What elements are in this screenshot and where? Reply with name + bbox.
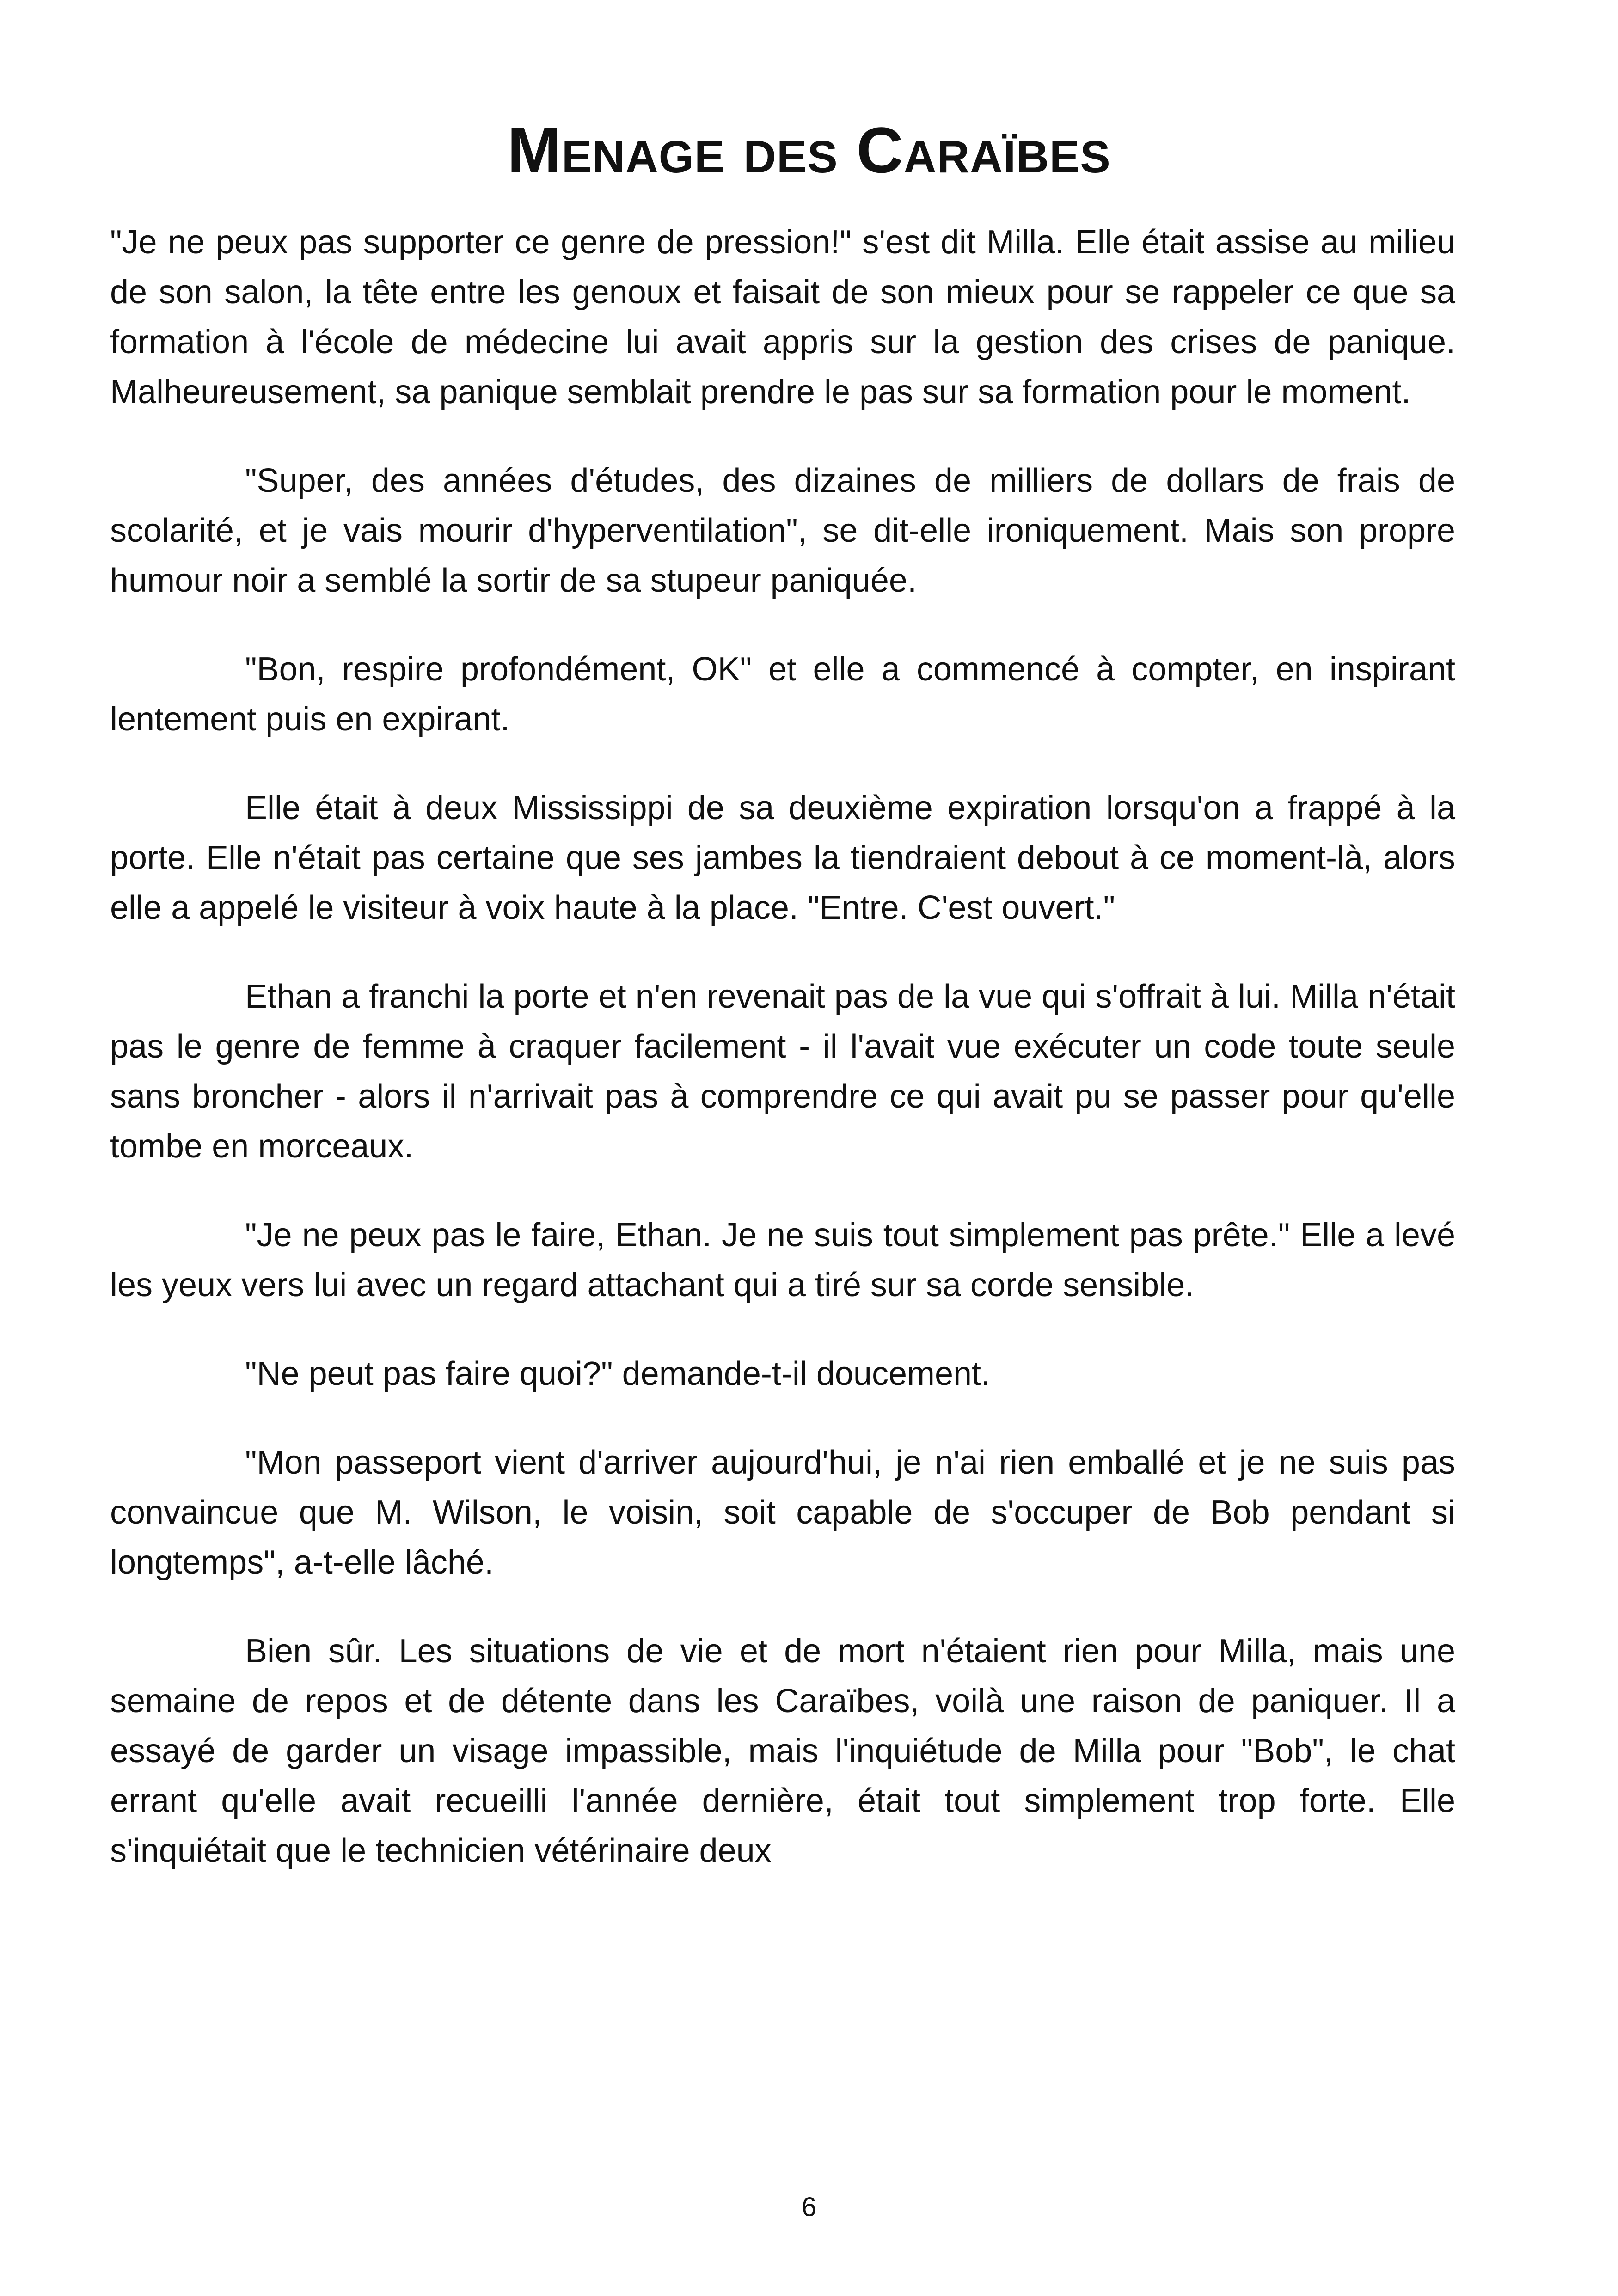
paragraph: "Je ne peux pas supporter ce genre de pression!" s'est dit Milla. Elle était assise au milieu de son salon, la tête entre les genoux et faisait de son mieux pour se rappeler ce que sa formation à l'école de médecine lui avait appris sur la gestion des crises de panique. Malheureusement, sa panique semblait prendre le pas sur sa formation pour le moment.	[110, 224, 1455, 410]
paragraph: Elle était à deux Mississippi de sa deuxième expiration lorsqu'on a frappé à la porte. Elle n'était pas certaine que ses jambes la tiendraient debout à ce moment-là, alors elle a appelé le visiteur à voix haute à la place. "Entre. C'est ouvert."	[110, 790, 1455, 926]
paragraph: "Je ne peux pas le faire, Ethan. Je ne suis tout simplement pas prête." Elle a levé les yeux vers lui avec un regard attachant qui a tiré sur sa corde sensible.	[110, 1217, 1455, 1304]
paragraph: Bien sûr. Les situations de vie et de mort n'étaient rien pour Milla, mais une semaine de repos et de détente dans les Caraïbes, voilà une raison de paniquer. Il a essayé de garder un visage impassible, mais l'inquiétude de Milla pour "Bob", le chat errant qu'elle avait recueilli l'année dernière, était tout simplement trop forte. Elle s'inquiétait que le technicien vétérinaire deux	[110, 1633, 1455, 1869]
paragraph: "Mon passeport vient d'arriver aujourd'hui, je n'ai rien emballé et je ne suis pas convaincue que M. Wilson, le voisin, soit capable de s'occuper de Bob pendant si longtemps", a-t-elle lâché.	[110, 1444, 1455, 1581]
body-text	[110, 217, 1455, 1915]
paragraph: Ethan a franchi la porte et n'en revenait pas de la vue qui s'offrait à lui. Milla n'était pas le genre de femme à craquer facilement - il l'avait vue exécuter un code toute seule sans broncher - alors il n'arrivait pas à comprendre ce qui avait pu se passer pour qu'elle tombe en morceaux.	[110, 978, 1455, 1165]
chapter-title: Menage des Caraïbes	[507, 114, 1111, 186]
paragraph: "Bon, respire profondément, OK" et elle a commencé à compter, en inspirant lentement puis en expirant.	[110, 651, 1455, 738]
paragraph: "Ne peut pas faire quoi?" demande-t-il doucement.	[245, 1355, 991, 1392]
paragraph: "Super, des années d'études, des dizaines de milliers de dollars de frais de scolarité, et je vais mourir d'hyperventilation", se dit-elle ironiquement. Mais son propre humour noir a semblé la sortir de sa stupeur paniquée.	[110, 462, 1455, 599]
page-number: 6	[801, 2192, 817, 2222]
